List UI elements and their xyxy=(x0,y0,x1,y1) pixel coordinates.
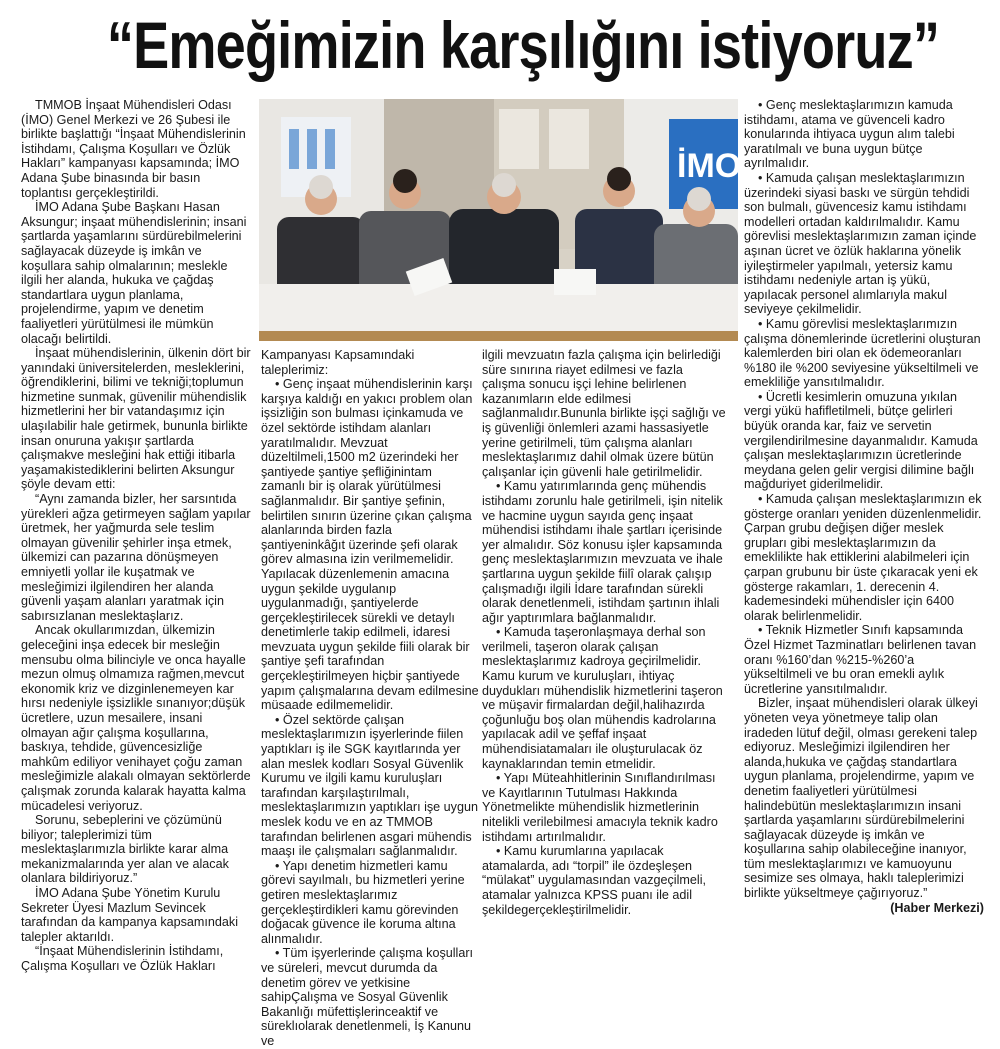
paragraph: • Yapı denetim hizmetleri kamu görevi sayılmalı, bu hizmetleri yerine getiren meslektaşlarımız gerçekleştirdikleri kamu görevinden doğacak güvence ile koruma altına alınmalıdır. xyxy=(261,858,465,946)
paragraph: TMMOB İnşaat Mühendisleri Odası (İMO) Genel Merkezi ve 26 Şubesi ile birlikte başlattığı “İnşaat Mühendislerinin İstihdamı, Çalışma Koşulları ve Özlük Hakları” kampanyası kapsamında; İMO Adana Şube binasında bir basın toplantısı gerçekleştirildi. xyxy=(21,98,246,200)
paragraph: Ancak okullarımızdan, ülkemizin geleceğini inşa edecek bir mesleğin mensubu olma bilinciyle ve onca hayalle mezun olmuş olmamıza rağmen,mevcut ekonomik kriz ve dizginlenemeyen kar hırsı nedeniyle işsizlikle sınanıyor;düşük ücretlere, uzun mesailere, insani olmayan ağır çalışma koşullarına, baskıya, tehdide, güvencesizliğe mahkûm ediliyor venihayet çoğu zaman mesleğimizle alakalı olmayan sektörlerde çalışmak zorunda kalarak hayatta kalma mücadelesi veriyoruz. xyxy=(21,623,251,813)
article-column-1 xyxy=(21,98,251,974)
paragraph: • Ücretli kesimlerin omuzuna yıkılan vergi yükü hafifletilmeli, bütçe gelirleri büyük oranda kar, faiz ve servetin vergilendirilmesine dayanmalıdır. Kamuda çalışan meslektaşlarımızın ücretlerinde meydana gelen gelir vergisi dilimine bağlı mağduriyet giderilmelidir. xyxy=(744,389,978,492)
headline: “Emeğimizin karşılığını istiyoruz” xyxy=(106,8,940,82)
paragraph: Sorunu, sebeplerini ve çözümünü biliyor; taleplerimizi tüm meslektaşlarımızla birlikte karar alma mekanizmalarında yer alan ve alacak olanlara bildiriyoruz.” xyxy=(21,813,229,886)
article-column-3 xyxy=(482,348,729,933)
paragraph: • Genç meslektaşlarımızın kamuda istihdamı, atama ve güvenceli kadro konularında ihtiyaca uygun alım talebi yaratılmalı ve buna uygun bütçe ayrılmalıdır. xyxy=(744,98,955,171)
paragraph: • Genç inşaat mühendislerinin karşı karşıya kaldığı en yakıcı problem olan işsizliğin son bulması içinkamuda ve özel sektörde istihdam alanları yaratılmalıdır. Mevzuat düzeltilmeli,1500 m2 üzerindeki her şantiyede şantiye şefliğinintam zamanlı bir iş olarak yürütülmesi sağlanmalıdır. Bir şantiye şefinin, belirtilen sınırın üzerine çıkan çalışma alanlarında birden fazla şantiyeninkâğıt üzerinde şefi olarak görev almasına izin verilmemelidir. Yapılacak düzenlemenin amacına uygun şekilde uygulanıp uygulanmadığı, şantiyelerde gerçekleştirilecek sürekli ve detaylı denetimlerle takip edilmeli, idaresi mevzuata uygun şekilde fiili olarak bir şantiye şefi tarafından gerçekleştirilmeyen hiçbir şantiyede yapım çalışmalarına devam edilmesine müsaade edilmemelidir. xyxy=(261,377,479,713)
paragraph: • Özel sektörde çalışan meslektaşlarımızın işyerlerinde fiilen yaptıkları iş ile SGK kayıtlarında yer alan meslek kodları Sosyal Güvenlik Kurumu ve ilgili kamu kuruluşları tarafından karşılaştırılmalı, meslektaşlarımızın yaptıkları işe uygun meslek kodu ve en az TMMOB tarafından belirlenen asgari mühendis maaşı ile çalışmaları sağlanmalıdır. xyxy=(261,712,478,859)
paragraph: • Kamuda taşeronlaşmaya derhal son verilmeli, taşeron olarak çalışan meslektaşlarımız kadroya geçirilmelidir. Kamu kurum ve kuruluşları, ihtiyaç duydukları mühendislik hizmetlerini taşeron ve müşavir firmalardan değil,halihazırda çoğunluğu boş olan mühendis kadrolarına yapılacak adil ve şeffaf inşaat mühendisiatamaları ile oluşturulacak öz kaynaklarından temin etmelidir. xyxy=(482,625,723,771)
paragraph: • Kamu kurumlarına yapılacak atamalarda, adı “torpil” ile özdeşleşen “mülakat” uygulamasından vazgeçilmeli, atamalar yalnızca KPSS puanı ile adil şekildegerçekleştirilmelidir. xyxy=(482,844,706,917)
paragraph: • Kamuda çalışan meslektaşlarımızın üzerindeki siyasi baskı ve sürgün tehdidi son bulmalı, güvencesiz kamu istihdamı modelleri ortadan kaldırılmalıdır. Kamu görevlisi meslektaşlarımızın zaman içinde aşınan ücret ve özlük haklarına yönelik iyileştirmeler yapılmalı, yetersiz kamu istihdamı nedeniyle artan iş yükü, yapılacak personel alımlarıyla makul seviyeye çekilmelidir. xyxy=(744,170,977,317)
paragraph: “İnşaat Mühendislerinin İstihdamı, Çalışma Koşulları ve Özlük Hakları xyxy=(21,944,224,974)
imo-logo: İMO xyxy=(677,147,742,185)
paragraph: Bizler, inşaat mühendisleri olarak ülkeyi yöneten veya yönetmeye talip olan iradeden lütuf değil, olması gerekeni talep ediyoruz. Mesleğimizi ilgilendiren her alanda,hukuka ve çağdaş standartlara uygun planlama, projelendirme, yapım ve denetim faaliyetleri yürütülmesi halindebütün meslektaşlarımızın insani şartlarda yaşamlarını sürdürebilmelerini sağlayacak düzeyde iş imkân ve koşullarına sahip olabileceğine inanıyor, tüm meslektaşlarımızı ve kamuoyunu sesimize ses olmaya, haklı taleplerimizi birlikte yükseltmeye çağırıyoruz.” xyxy=(744,696,978,901)
paragraph: • Kamuda çalışan meslektaşlarımızın ek gösterge oranları yeniden düzenlenmelidir. Çarpan grubu değişen diğer meslek grupları gibi meslektaşlarımızın da emeklilikte hak ettiklerini alabilmeleri için çarpan grubunu bir üste çıkaracak yeni ek gösterge rakamları, 1. derecenin 4. kademesindeki mühendisler için 6400 olarak belirlenmelidir. xyxy=(744,492,982,623)
byline: (Haber Merkezi) xyxy=(890,900,984,915)
paragraph: • Yapı Müteahhitlerinin Sınıflandırılması ve Kayıtlarının Tutulması Hakkında Yönetmelikte mühendislik hizmetlerinin nitelikli verilebilmesi amacıyla teknik kadro istihdamı artırılmalıdır. xyxy=(482,771,718,844)
paragraph: İMO Adana Şube Başkanı Hasan Aksungur; inşaat mühendislerinin; insani şartlarda yaşamlarını sürdürebilmelerini sağlayacak düzeyde iş imkân ve koşullara sahip olmalarının; meslekle ilgili her alanda, hukuka ve çağdaş standartlara uygun planlama, projelendirme, yapım ve denetim faaliyetleri yürütülmesi ile mümkün olacağı belirtildi. xyxy=(21,200,247,346)
article-column-2 xyxy=(261,348,479,1048)
paragraph: İMO Adana Şube Yönetim Kurulu Sekreter Üyesi Mazlum Sevincek tarafından da kampanya kapsamındaki talepler aktarıldı. xyxy=(21,886,239,944)
paragraph: • Teknik Hizmetler Sınıfı kapsamında Özel Hizmet Tazminatları belirlenen tavan oranı %160’dan %215-%260’a yükseltilmeli ve bu oran emekli aylık ücretlerine yansıtılmalıdır. xyxy=(744,623,977,696)
paragraph: • Tüm işyerlerinde çalışma koşulları ve süreleri, mevcut durumda da denetim görev ve yetkisine sahipÇalışma ve Sosyal Güvenlik Bakanlığı müfettişlerinceaktif ve süreklıolarak denetlenmeli, İş Kanunu ve xyxy=(261,946,474,1048)
paragraph: • Kamu görevlisi meslektaşlarımızın çalışma dönemlerinde ücretlerini oluşturan kalemlerden biri olan ek ödemeoranları %180 ile %200 seviyesine yükseltilmeli ve emekliliğe yansıtılmalıdır. xyxy=(744,316,981,390)
paragraph: İnşaat mühendislerinin, ülkenin dört bir yanındaki üniversitelerden, mesleklerini, öğrendiklerini, bilimi ve tekniği;toplumun hizmetine sunmak, güvenilir mühendislik hizmetlerini her bir vatandaşımız için ulaşılabilir hale getirmek, bununla birlikte insan onuruna yakışır şartlarda çalışmakve mesleğini hak ettiği itibarla yaşamakistediklerini belirten Aksungur şöyle devam etti: xyxy=(21,346,251,492)
paragraph: Kampanyası Kapsamındaki taleplerimiz: xyxy=(261,348,415,377)
paragraph: • Kamu yatırımlarında genç mühendis istihdamı zorunlu hale getirilmeli, işin nitelik ve hacmine uygun sayıda genç inşaat mühendisi istihdamı ihale şartları içerisinde yer almalıdır. Söz konusu işler kapsamında genç meslektaşlarımızın mevzuata ve ihale şartlarına uygun şekilde fiilî olarak çalışıp çalışmadığı ilgili İdare tarafından sürekli olarak denetlenmeli, istihdam şartının ihlali ağır yaptırımlara bağlanmalıdır. xyxy=(482,479,723,625)
press-conference-photo xyxy=(259,99,742,341)
article-column-4 xyxy=(744,98,984,933)
paragraph: ilgili mevzuatın fazla çalışma için belirlediği süre sınırına riayet edilmesi ve fazla çalışma sonucu işçi lehine belirlenen kazanımların elde edilmesi sağlanmalıdır.Bununla birlikte işçi sağlığı ve iş güvenliği önlemleri azami hassasiyetle yerine getirilmeli, tüm çalışma alanları meslektaşlarımız dahil olmak üzere bütün çalışanlar için güvenli hale getirilmelidir. xyxy=(482,348,726,479)
photo-illustration xyxy=(259,99,742,341)
paragraph: “Aynı zamanda bizler, her sarsıntıda yürekleri ağza getirmeyen sağlam yapılar üretmek, her yağmurda sele teslim olmayan güvenilir şehirler inşa etmek, ülkemizi can pazarına dönüşmeyen emniyetli yollar ile kuşatmak ve mesleğimizi ilgilendiren her alanda güvenli yaşam alanları yaratmak için sabırsızlanan meslektaşlarız. xyxy=(21,492,251,623)
